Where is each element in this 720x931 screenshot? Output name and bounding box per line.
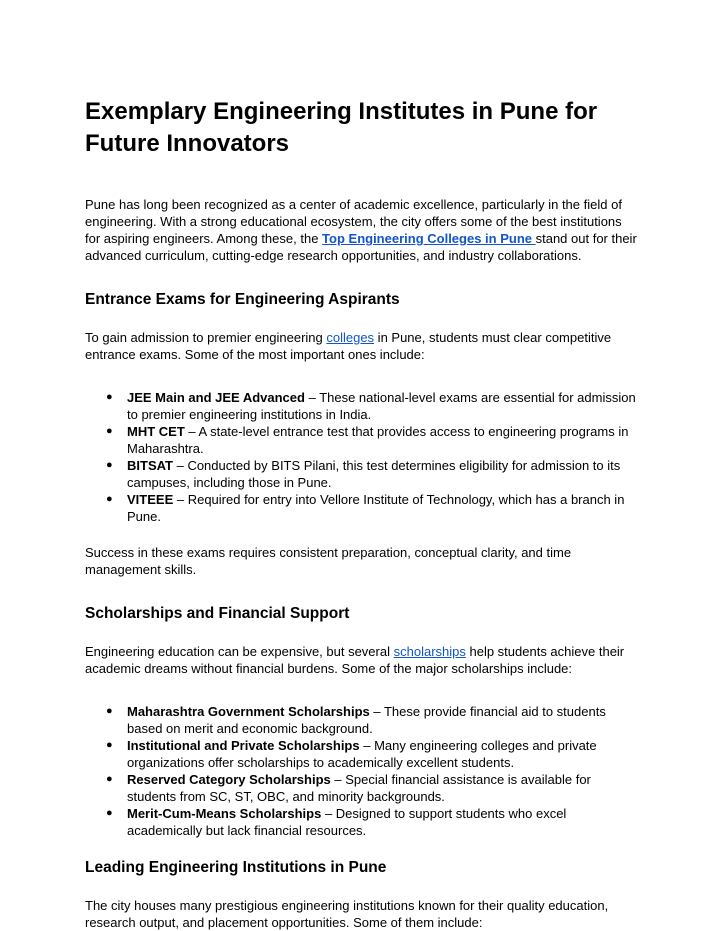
scholarship-name: Merit-Cum-Means Scholarships [127,806,322,821]
exam-name: VITEEE [127,492,174,507]
bullet-icon: ● [106,773,113,785]
exam-description: – Required for entry into Vellore Institute of Technology, which has a branch in Pune. [127,492,625,524]
bullet-icon: ● [106,391,113,403]
institutions-heading: Leading Engineering Institutions in Pune [85,859,387,876]
exam-name: BITSAT [127,458,173,473]
intro-text-before: Pune has long been recognized as a center of academic excellence, particularly in the field of engineering. With a strong educational ecosystem, the city offers some of the best institutions for aspiring engineers. Among these, the [85,197,622,246]
exam-description: – A state-level entrance test that provides access to engineering programs in Maharashtra. [127,424,629,456]
scholarships-intro-before: Engineering education can be expensive, but several [85,644,394,659]
scholarship-description: – Special financial assistance is available for students from SC, ST, OBC, and minority backgrounds. [127,772,591,804]
bullet-icon: ● [106,739,113,751]
scholarship-name: Institutional and Private Scholarships [127,738,360,753]
scholarship-description: – Designed to support students who excel academically but lack financial resources. [127,806,567,838]
list-item-merit-cum-means [85,805,638,839]
scholarships-list [85,703,638,839]
scholarship-description: – These provide financial aid to students based on merit and economic background. [127,704,606,736]
exam-description: – These national-level exams are essential for admission to premier engineering institutions in India. [127,390,636,422]
exams-intro-before: To gain admission to premier engineering [85,330,327,345]
exam-name: MHT CET [127,424,185,439]
list-item-maharashtra-govt [85,703,638,737]
scholarship-name: Reserved Category Scholarships [127,772,331,787]
list-item-viteee [85,491,638,525]
exams-outro-paragraph: Success in these exams requires consistent preparation, conceptual clarity, and time management skills. [85,545,572,577]
bullet-icon: ● [106,705,113,717]
list-item-institutional [85,737,638,771]
intro-text-after: stand out for their advanced curriculum, cutting-edge research opportunities, and industry collaborations. [85,231,637,263]
institutions-intro-paragraph: The city houses many prestigious engineering institutions known for their quality education, research output, and placement opportunities. Some of them include: [85,898,609,930]
scholarships-intro-paragraph [85,643,638,677]
exams-heading: Entrance Exams for Engineering Aspirants [85,291,400,308]
exams-intro-paragraph [85,329,638,363]
exams-intro-after: in Pune, students must clear competitive entrance exams. Some of the most important ones include: [85,330,612,362]
bullet-icon: ● [106,425,113,437]
scholarship-name: Maharashtra Government Scholarships [127,704,370,719]
exam-name: JEE Main and JEE Advanced [127,390,305,405]
list-item-jee [85,389,638,423]
list-item-mht-cet [85,423,638,457]
bullet-icon: ● [106,493,113,505]
page-title: Exemplary Engineering Institutes in Pune for Future Innovators [85,98,598,157]
exam-description: – Conducted by BITS Pilani, this test determines eligibility for admission to its campuses, including those in Pune. [127,458,621,490]
bullet-icon: ● [106,459,113,471]
intro-paragraph [85,196,638,264]
scholarships-intro-after: help students achieve their academic dreams without financial burdens. Some of the major scholarships include: [85,644,625,676]
colleges-link[interactable]: colleges [326,330,375,345]
list-item-bitsat [85,457,638,491]
bullet-icon: ● [106,807,113,819]
scholarships-link[interactable]: scholarships [393,644,466,659]
list-item-reserved [85,771,638,805]
scholarship-description: – Many engineering colleges and private organizations offer scholarships to academically excellent students. [127,738,597,770]
scholarships-heading: Scholarships and Financial Support [85,605,350,622]
top-engineering-colleges-link[interactable]: Top Engineering Colleges in Pune [322,231,536,246]
exams-list [85,389,638,525]
